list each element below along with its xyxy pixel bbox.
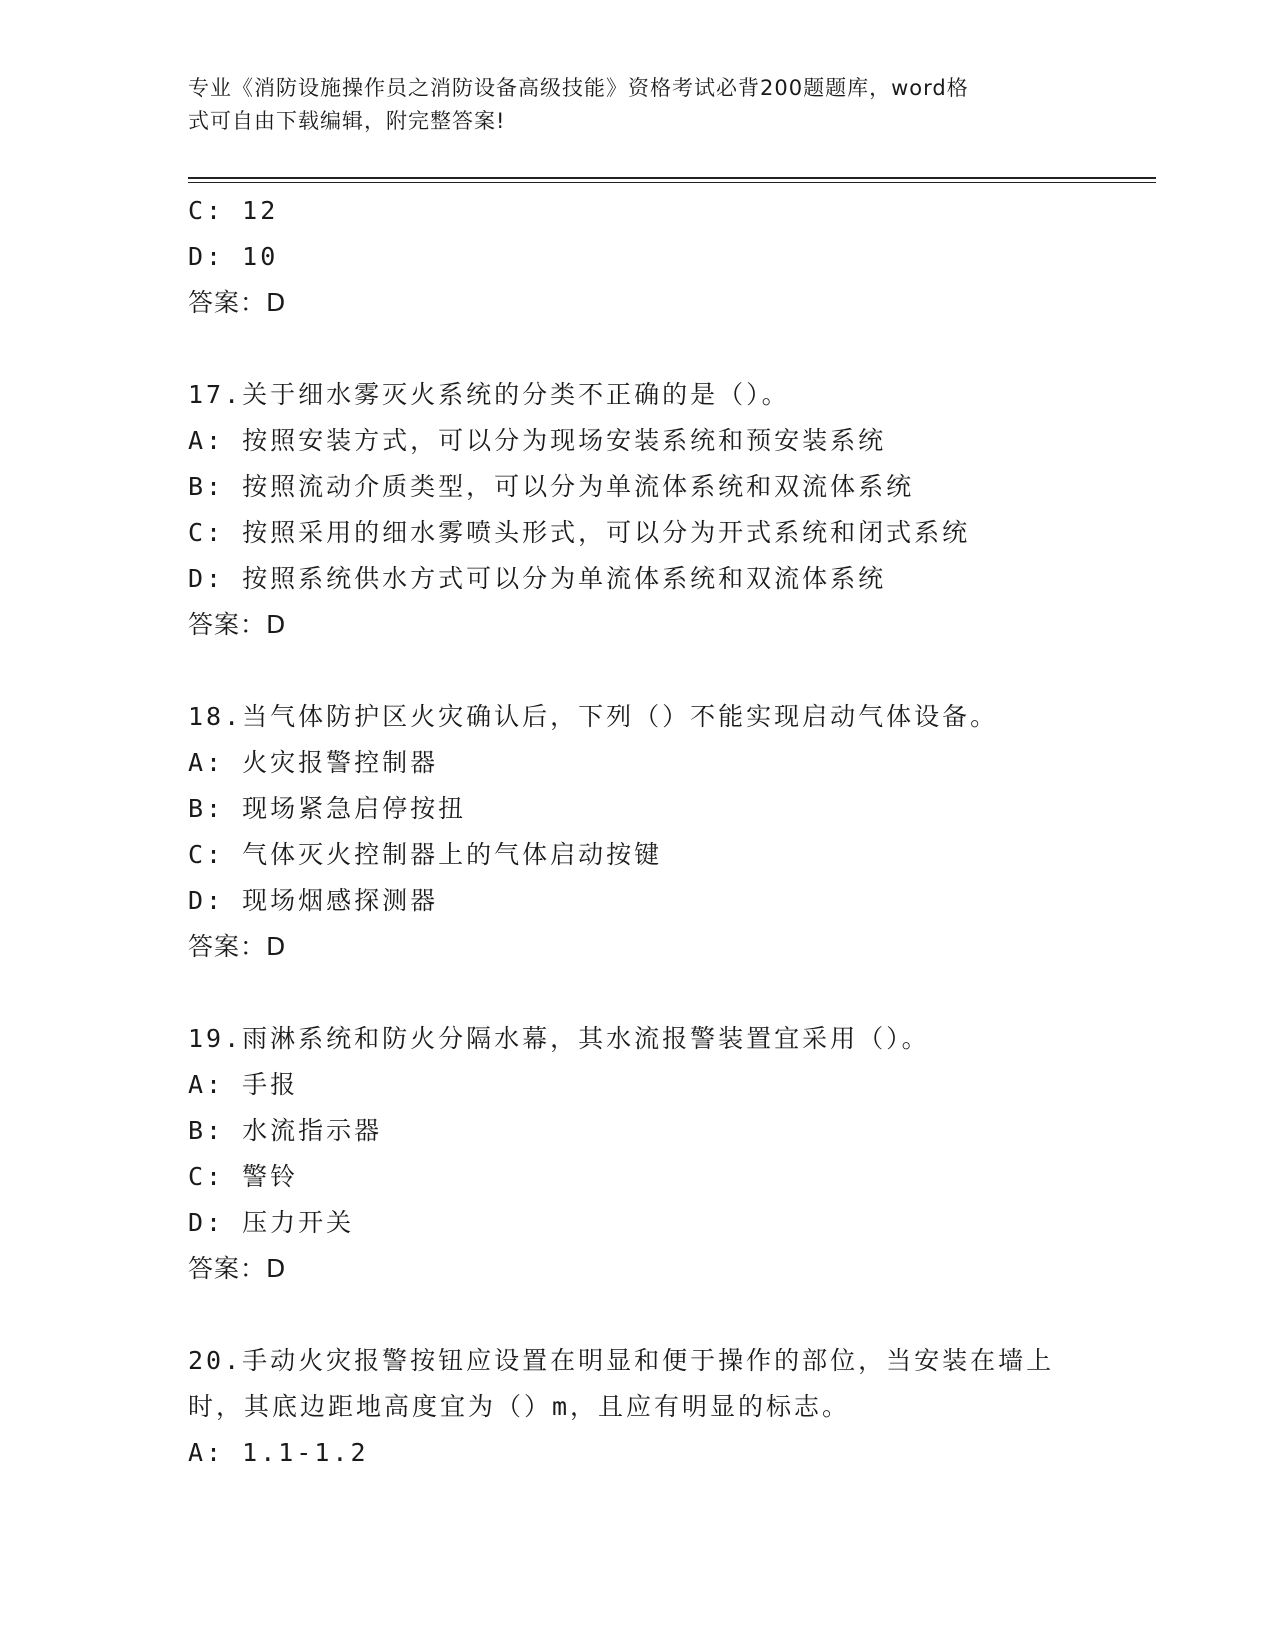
option-d: D: 按照系统供水方式可以分为单流体系统和双流体系统 xyxy=(188,564,887,593)
spacer xyxy=(188,326,1088,372)
question-block-20 xyxy=(188,1338,1088,1476)
option-a: A: 手报 xyxy=(188,1070,299,1099)
question-block-16 xyxy=(188,188,1088,326)
option-c: C: 警铃 xyxy=(188,1162,299,1191)
spacer xyxy=(188,1292,1088,1338)
option-a: A: 火灾报警控制器 xyxy=(188,748,439,777)
option-c: C: 气体灭火控制器上的气体启动按键 xyxy=(188,840,663,869)
spacer xyxy=(188,648,1088,694)
question-text-line-1: 20.手动火灾报警按钮应设置在明显和便于操作的部位，当安装在墙上 xyxy=(188,1346,1055,1375)
question-text: 18.当气体防护区火灾确认后，下列（）不能实现启动气体设备。 xyxy=(188,702,999,731)
answer: 答案：D xyxy=(188,1254,287,1283)
header-rule-thin xyxy=(188,182,1156,183)
option-a: A: 1.1-1.2 xyxy=(188,1438,369,1467)
option-d: D: 10 xyxy=(188,242,279,271)
option-d: D: 压力开关 xyxy=(188,1208,355,1237)
option-d: D: 现场烟感探测器 xyxy=(188,886,439,915)
header-line-2: 式可自由下载编辑，附完整答案! xyxy=(188,109,506,133)
question-content xyxy=(188,188,1088,1476)
question-text: 17.关于细水雾灭火系统的分类不正确的是（）。 xyxy=(188,380,790,409)
header-rule-thick xyxy=(188,177,1156,179)
question-text-line-2: 时，其底边距地高度宜为（）m，且应有明显的标志。 xyxy=(188,1392,851,1421)
option-a: A: 按照安装方式，可以分为现场安装系统和预安装系统 xyxy=(188,426,887,455)
option-c: C: 12 xyxy=(188,196,279,225)
option-b: B: 现场紧急启停按扭 xyxy=(188,794,467,823)
option-b: B: 水流指示器 xyxy=(188,1116,383,1145)
option-b: B: 按照流动介质类型，可以分为单流体系统和双流体系统 xyxy=(188,472,915,501)
question-block-17 xyxy=(188,372,1088,648)
answer: 答案：D xyxy=(188,932,287,961)
answer: 答案：D xyxy=(188,288,287,317)
document-header xyxy=(188,72,1068,138)
question-text: 19.雨淋系统和防火分隔水幕，其水流报警装置宜采用（）。 xyxy=(188,1024,930,1053)
question-block-18 xyxy=(188,694,1088,970)
answer: 答案：D xyxy=(188,610,287,639)
question-block-19 xyxy=(188,1016,1088,1292)
option-c: C: 按照采用的细水雾喷头形式，可以分为开式系统和闭式系统 xyxy=(188,518,971,547)
spacer xyxy=(188,970,1088,1016)
header-line-1: 专业《消防设施操作员之消防设备高级技能》资格考试必背200题题库，word格 xyxy=(188,76,969,100)
